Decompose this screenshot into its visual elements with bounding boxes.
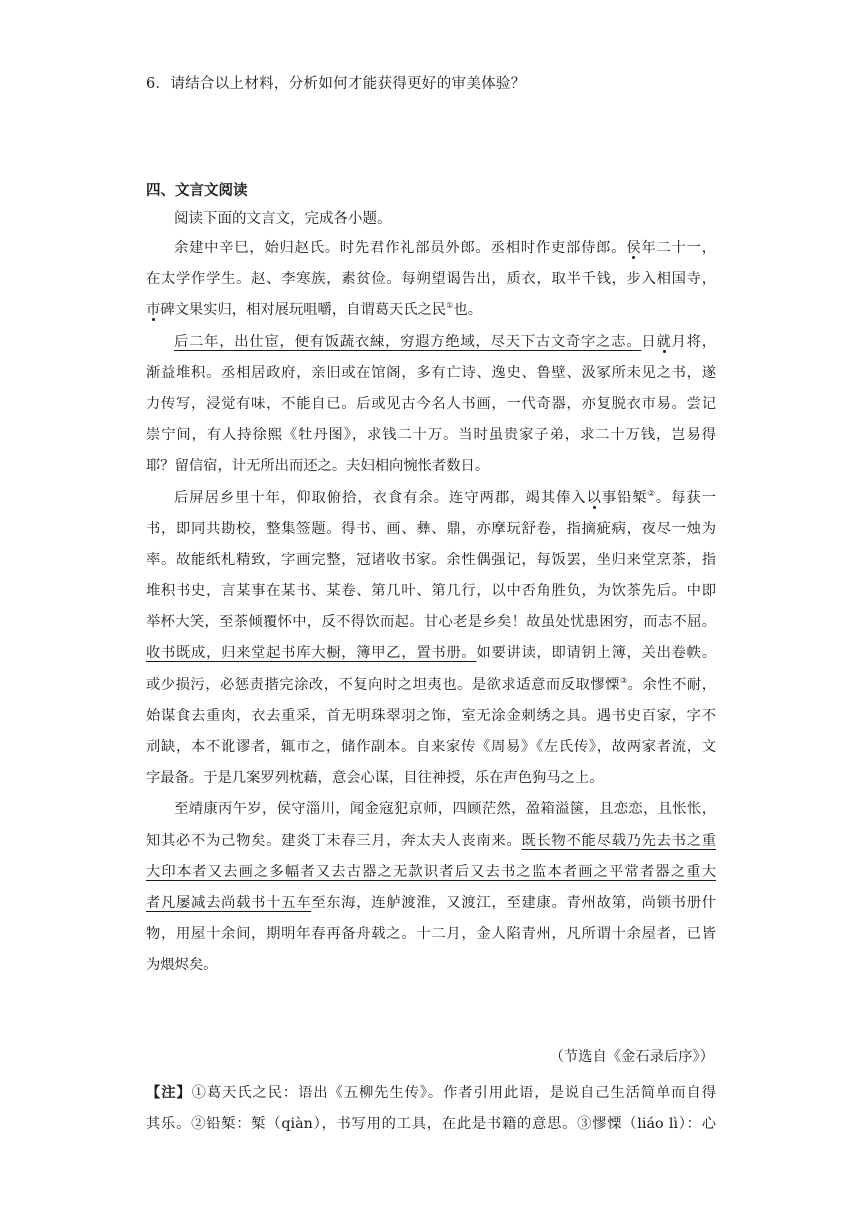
passage-line: 率。故能纸札精致，字画完整，冠诸收书家。余性偶强记，每饭罢，坐归来堂烹茶，指: [146, 551, 716, 568]
passage-line: [146, 327, 716, 358]
passage-line: [146, 295, 716, 326]
text-span: 。余性不耐，: [627, 676, 717, 693]
passage-line: [146, 483, 716, 514]
question-6: 6．请结合以上材料，分析如何才能获得更好的审美体验？: [146, 76, 526, 92]
passage-line: 举杯大笑，至茶倾覆怀中，反不得饮而起。甘心老是乡矣！故虽处忧患困穷，而志不屈。: [146, 614, 716, 631]
passage-line: 耶？留信宿，计无所出而还之。夫妇相向惋怅者数日。: [146, 458, 490, 475]
note-label: 【注】: [146, 1085, 192, 1101]
text-span: 至东海，连舻渡淮，又渡江，至建康。青州故第，尚锁书册什: [311, 894, 717, 911]
classical-passage: [146, 233, 716, 982]
text-span: 年二十一，: [641, 240, 717, 256]
passage-line: 至靖康丙午岁，侯守淄川，闻金寇犯京师，四顾茫然，盈箱溢箧，且恋恋，且怅怅，: [174, 801, 716, 818]
passage-line: 渐益堆积。丞相居政府，亲旧或在馆阁，多有亡诗、逸史、鲁壁、汲冢所未见之书，遂: [146, 364, 716, 381]
emphasis-dot-char: 以: [586, 489, 602, 506]
passage-line: [146, 826, 716, 857]
instruction: 阅读下面的文言文，完成各小题。: [174, 211, 392, 227]
passage-line: 堆积书史，言某事在某书、某卷、第几叶、第几行，以中否角胜负，为饮茶先后。中即: [146, 583, 716, 600]
note-line: 其乐。②铅椠：椠（qiàn），书写用的工具，在此是书籍的意思。③憀慄（liáo lì）：心: [146, 1116, 716, 1132]
passage-line: 力传写，浸觉有味，不能自已。后或见古今名人书画，一代奇器，亦复脱衣市易。尝记: [146, 395, 716, 412]
text-span: 如要讲读，即请钥上簿，关出卷帙。: [476, 645, 717, 662]
passage-line: [146, 670, 716, 701]
passage-line: [146, 857, 716, 888]
emphasis-dot-char: 就: [656, 333, 672, 350]
emphasis-dot-char: 侯: [626, 240, 642, 256]
passage-line: [146, 233, 716, 264]
source-citation: （节选自《金石录后序》）: [549, 1049, 714, 1065]
text-span: 余建中辛巳，始归赵氏。时先君作礼部员外郎。丞相时作吏部侍郎。: [174, 240, 627, 256]
passage-line: 物，用屋十余间，期明年春再备舟载之。十二月，金人陷青州，凡所谓十余屋者，已皆: [146, 926, 716, 943]
underlined-sentence: 既长物不能尽载乃先去书之重: [521, 832, 717, 849]
passage-line: [146, 888, 716, 919]
text-span: 碑文果实归，相对展玩咀嚼，自谓葛天氏之民: [160, 302, 447, 319]
text-span: 或少损污，必惩责揩完涂改，不复向时之坦夷也。是欲求适意而反取憀慄: [146, 676, 620, 693]
text-span: 。每获一: [655, 489, 717, 506]
footnote-marker: ②: [647, 488, 656, 498]
underlined-sentence: 收书既成，归来堂起书库大橱，簿甲乙，置书册。: [146, 645, 477, 662]
passage-line: 崇宁间，有人持徐熙《牡丹图》，求钱二十万。当时虽贵家子弟，求二十万钱，岂易得: [146, 427, 716, 444]
passage-line: 始谋食去重肉，衣去重采，首无明珠翠羽之饰，室无涂金刺绣之具。遇书史百家，字不: [146, 707, 716, 724]
note-line: [146, 1078, 716, 1109]
passage-line: 在太学作学生。赵、李寒族，素贫俭。每朔望谒告出，质衣，取半千钱，步入相国寺，: [146, 271, 716, 288]
text-span: 后屏居乡里十年，仰取俯拾，衣食有余。连守两郡，竭其俸入: [174, 489, 587, 506]
footnote-marker: ①: [446, 301, 454, 311]
section-title: 四、文言文阅读: [146, 183, 248, 199]
text-span: 知其必不为己物矣。建炎丁未春三月，奔太夫人丧南来。: [146, 832, 522, 849]
emphasis-dot-char: 市: [146, 302, 161, 319]
text-span: 日: [641, 333, 657, 350]
passage-line: 为煨烬矣。: [146, 957, 218, 974]
text-span: 月将，: [671, 333, 717, 350]
footnotes: [146, 1078, 716, 1140]
underlined-sentence: 后二年，出仕宦，便有饭蔬衣綀，穷遐方绝域，尽天下古文奇字之志。: [174, 333, 642, 350]
passage-line: 书，即同共勘校，整集签题。得书、画、彝、鼎，亦摩玩舒卷，指摘疵病，夜尽一烛为: [146, 520, 716, 537]
text-span: 也。: [453, 302, 482, 319]
underlined-sentence: 大印本者又去画之多幅者又去古器之无款识者后又去书之监本者画之平常者器之重大: [146, 863, 716, 880]
text-span: 事铅椠: [601, 489, 648, 506]
footnote-marker: ③: [619, 675, 628, 685]
passage-line: [146, 638, 716, 669]
passage-line: 字最备。于是几案罗列枕藉，意会心谋，目往神授，乐在声色狗马之上。: [146, 770, 604, 787]
passage-line: 刓缺，本不讹谬者，辄市之，储作副本。自来家传《周易》《左氏传》，故两家者流，文: [146, 739, 716, 755]
underlined-sentence: 者凡屡减去尚载书十五车: [146, 894, 312, 911]
text-span: ①葛天氏之民：语出《五柳先生传》。作者引用此语，是说自己生活简单而自得: [191, 1085, 716, 1101]
